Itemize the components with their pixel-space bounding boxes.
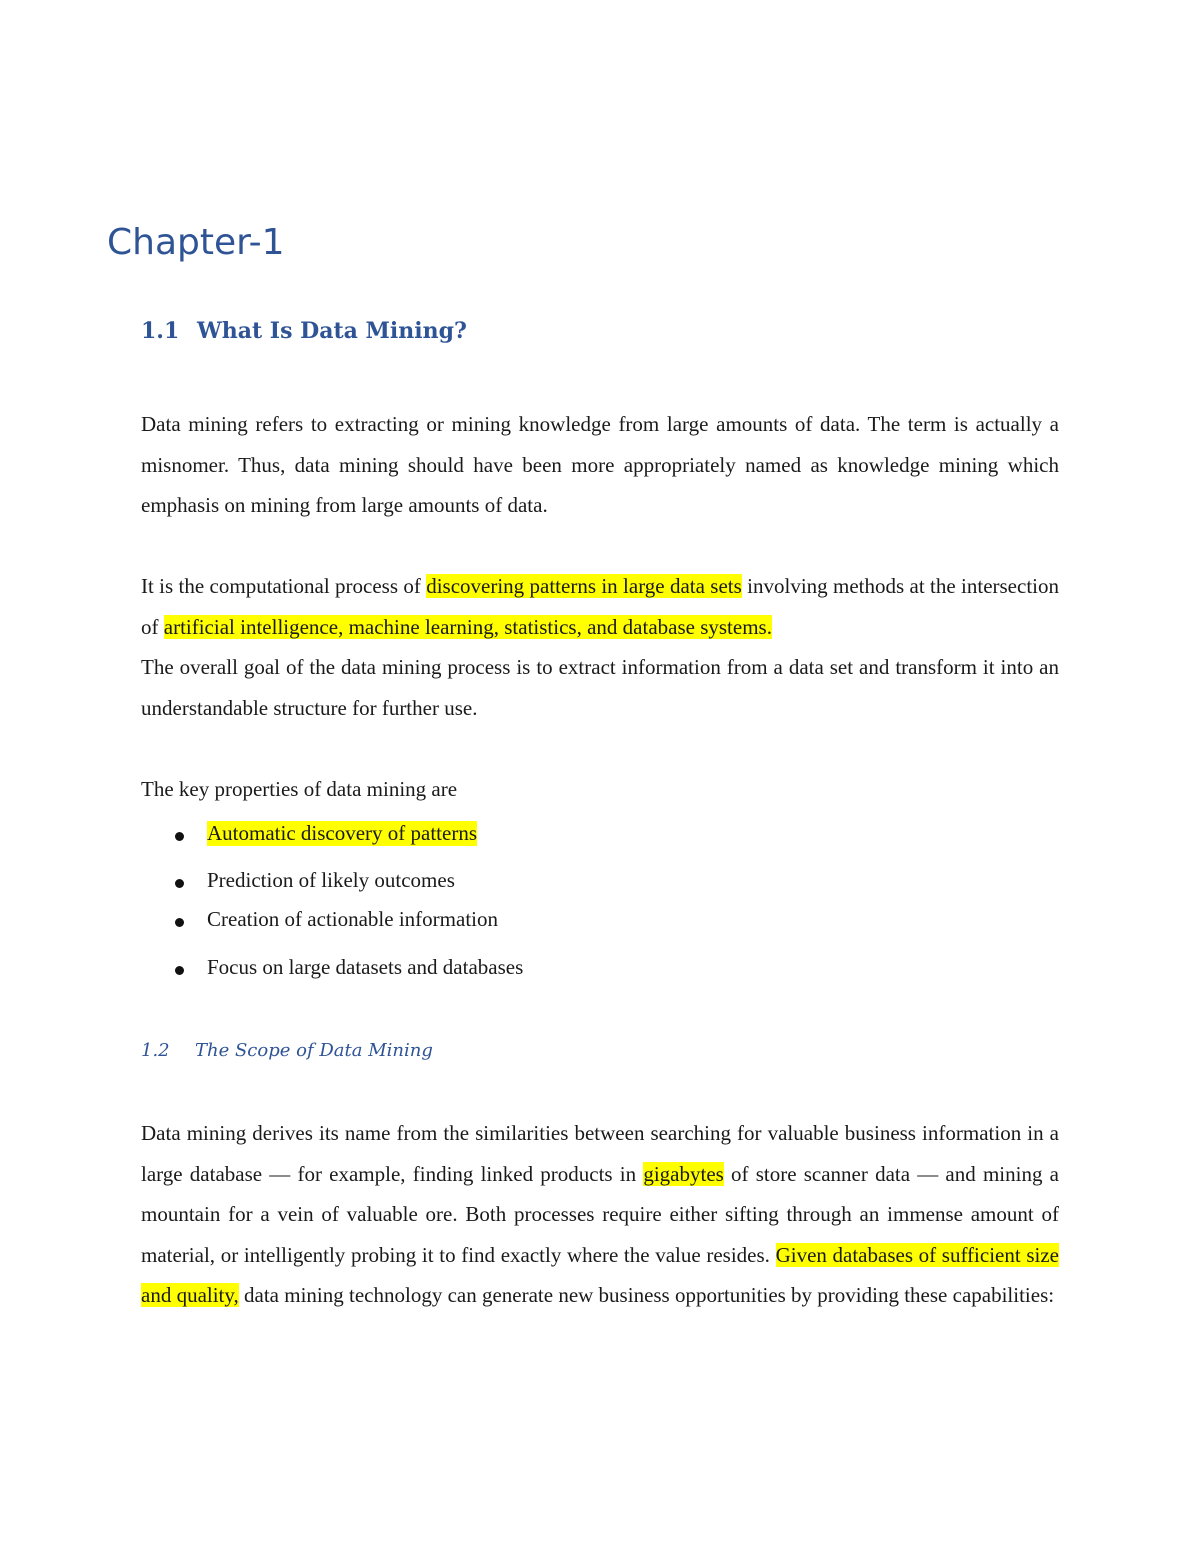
- paragraph-scope: [141, 1113, 1059, 1316]
- section-number: 1.1: [141, 318, 180, 344]
- paragraph-overall-goal: The overall goal of the data mining process is to extract information from a data set and transform it into an understandable structure for further use.: [141, 655, 1059, 720]
- paragraph-computational-process: [141, 566, 1059, 647]
- section-number: 1.2: [141, 1040, 170, 1061]
- section-title: What Is Data Mining?: [197, 318, 467, 344]
- list-item-text: Creation of actionable information: [207, 907, 498, 931]
- list-item-text: Focus on large datasets and databases: [207, 955, 524, 979]
- bullet-icon: [175, 832, 184, 841]
- list-item-text: Prediction of likely outcomes: [207, 868, 455, 892]
- paragraph-key-properties: The key properties of data mining are: [141, 777, 458, 801]
- highlighted-text: Given databases of sufficient size and quality,: [141, 1242, 1059, 1307]
- text-run: data mining technology can generate new business opportunities by providing these capabilities:: [238, 1283, 1055, 1307]
- text-run: Data mining derives its name from the similarities between searching for valuable business information in a large database — for example, finding linked products in: [141, 1121, 1059, 1186]
- chapter-title: Chapter-1: [107, 222, 285, 263]
- bullet-icon: [175, 918, 184, 927]
- list-item-text: Automatic discovery of patterns: [207, 821, 478, 845]
- section-heading-1-2: [141, 1040, 433, 1061]
- text-run: It is the computational process of: [141, 574, 427, 598]
- text-run: involving methods at the intersection of: [141, 574, 1059, 639]
- highlighted-text: gigabytes: [643, 1161, 724, 1186]
- highlighted-text: discovering patterns in large data sets: [426, 574, 742, 598]
- paragraph-definition: Data mining refers to extracting or mining knowledge from large amounts of data. The term is actually a misnomer. Thus, data mining should have been more appropriately named as knowledge mining which emphasis on mining from large amounts of data.: [141, 412, 1059, 517]
- highlighted-text: artificial intelligence, machine learning, statistics, and database systems.: [163, 614, 772, 639]
- bullet-icon: [175, 966, 184, 975]
- text-run: of store scanner data — and mining a mountain for a vein of valuable ore. Both processes require either sifting through an immense amount of material, or intelligently probing it to find exactly where the value resides.: [141, 1161, 1059, 1267]
- section-title: The Scope of Data Mining: [195, 1040, 433, 1061]
- section-heading-1-1: [141, 318, 467, 344]
- bullet-icon: [175, 879, 184, 888]
